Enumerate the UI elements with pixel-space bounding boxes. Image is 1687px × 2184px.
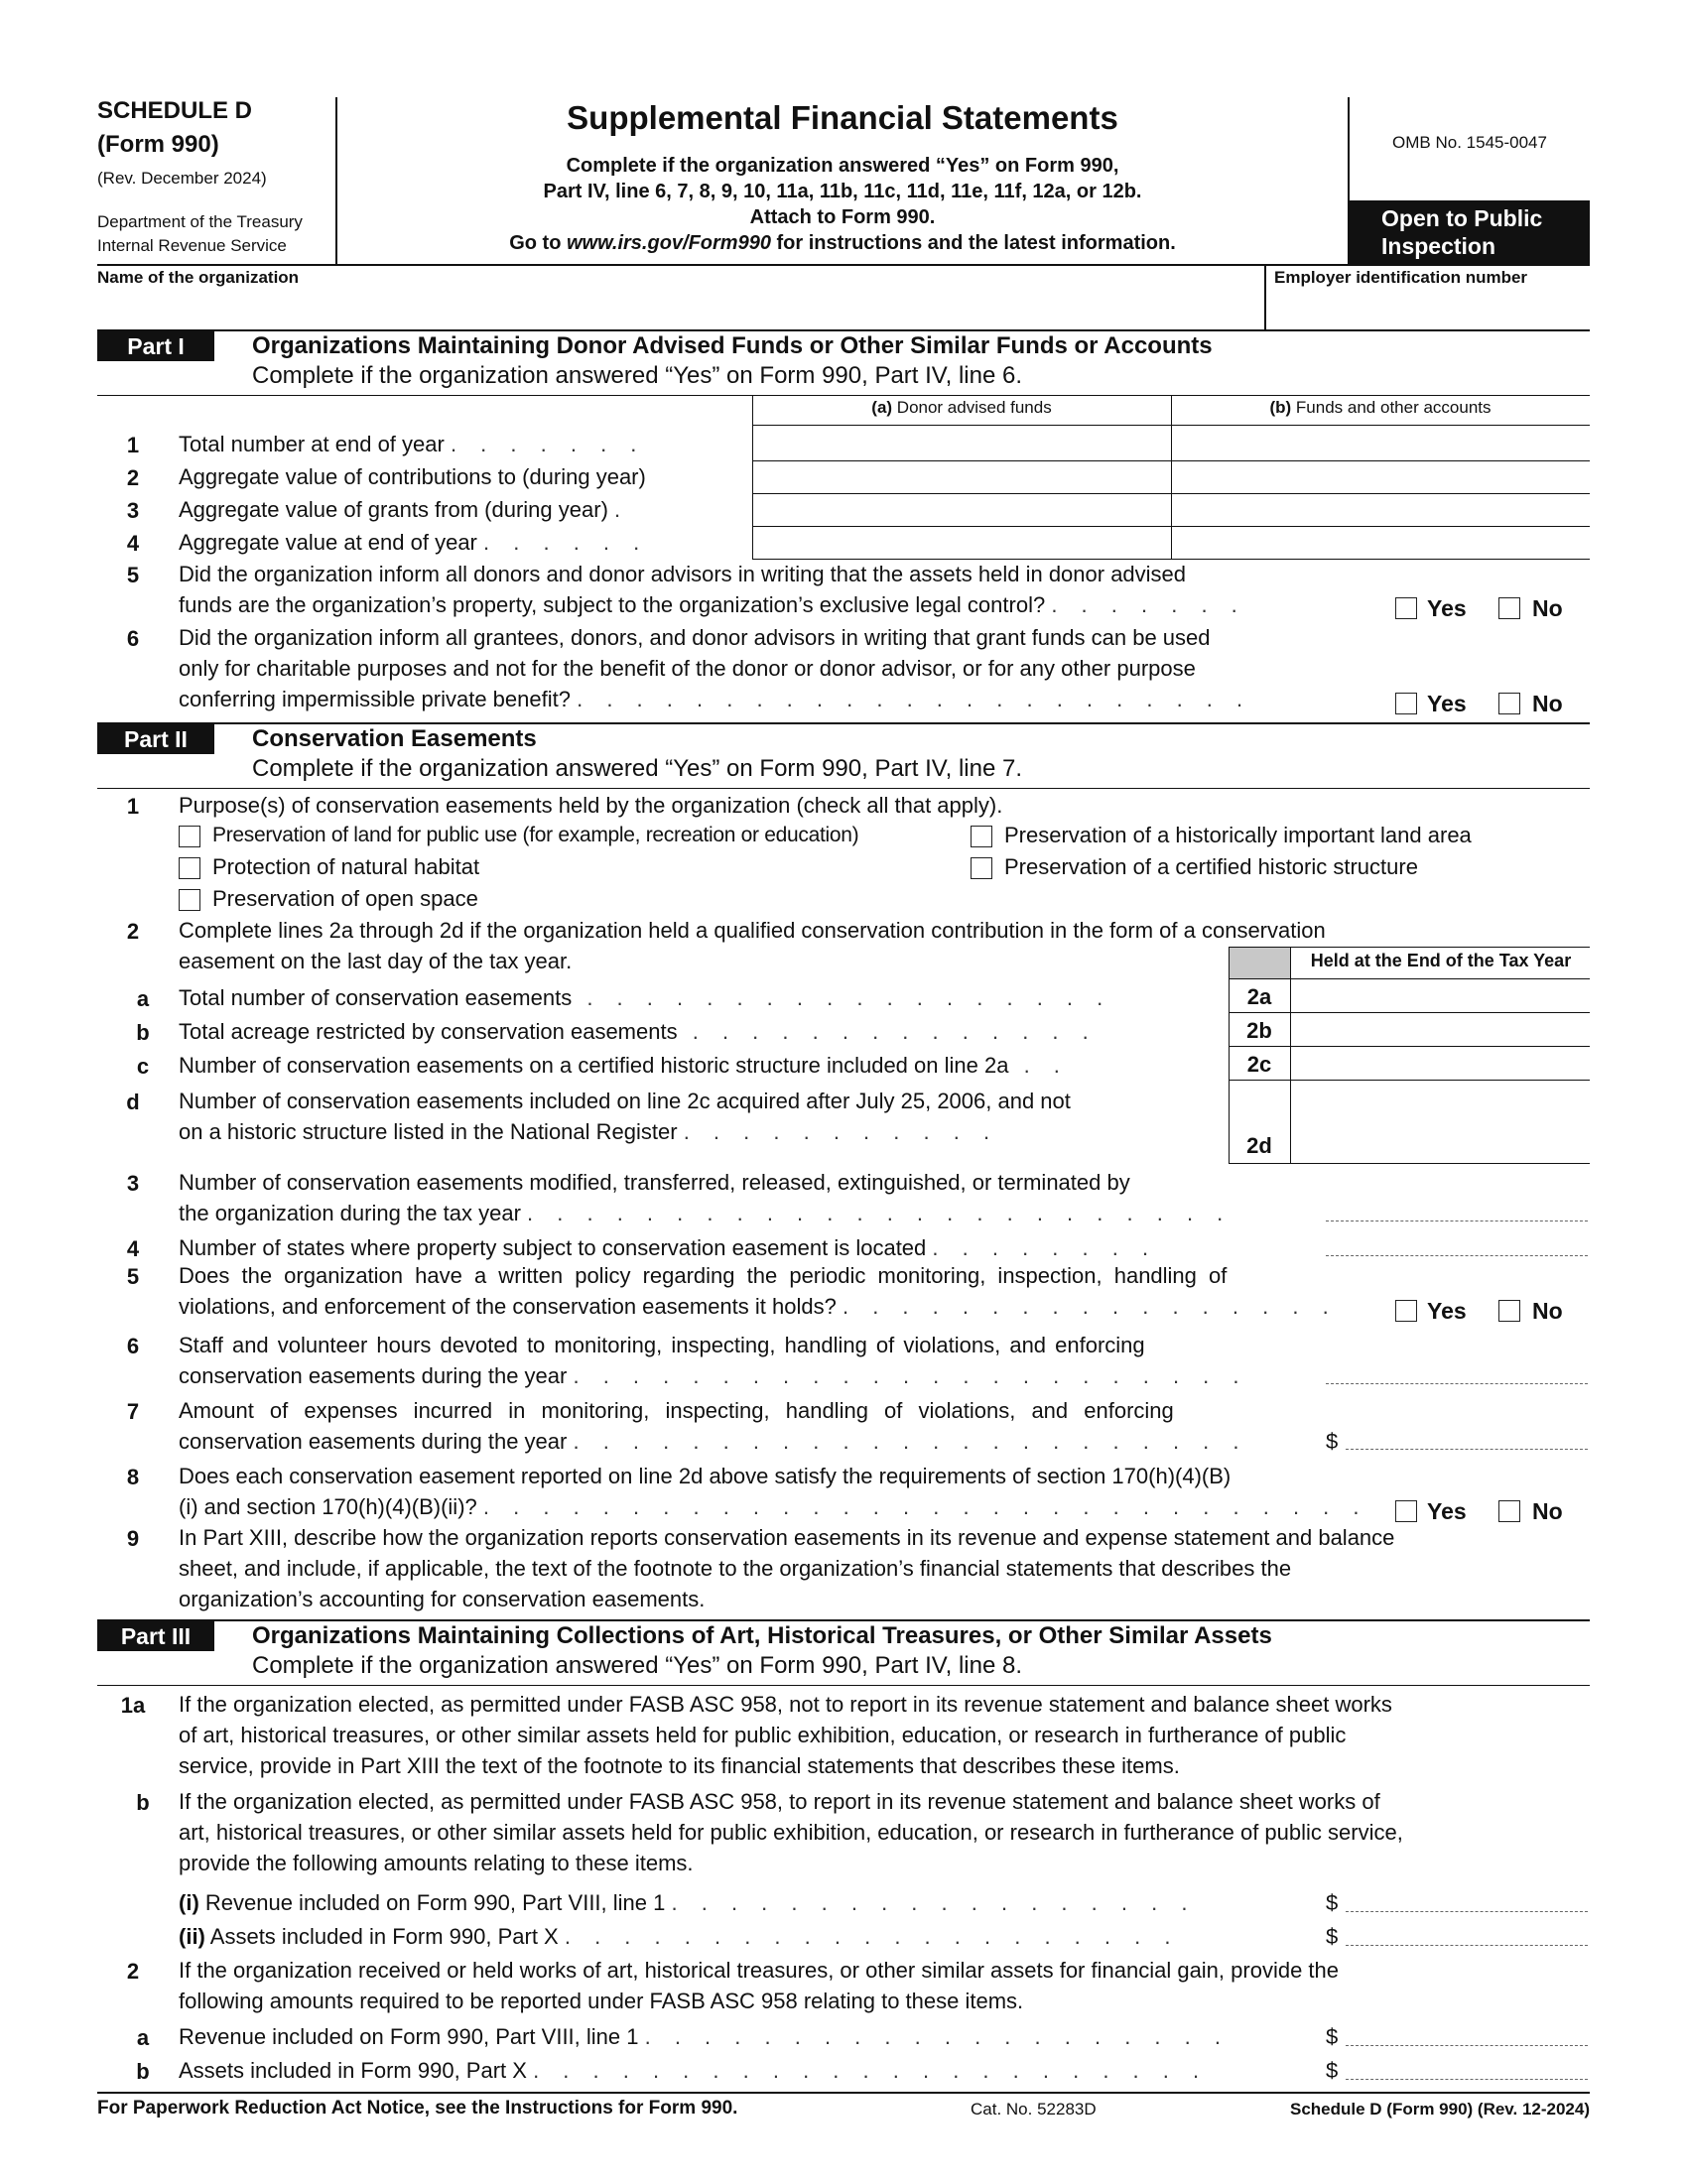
purpose-historic-structure-checkbox[interactable] bbox=[971, 857, 992, 879]
box-2d-label: 2d bbox=[1246, 1133, 1272, 1158]
p1-row-col-b-input[interactable] bbox=[1173, 492, 1588, 522]
p1-line-5-text-a: Did the organization inform all donors and donor advisors in writing that the assets held in donor advised bbox=[179, 562, 1187, 586]
part-1-subtitle: Complete if the organization answered “Yes” on Form 990, Part IV, line 6. bbox=[252, 362, 1022, 389]
p1-row-label: Aggregate value of grants from (during year) . bbox=[179, 497, 630, 522]
col-a-letter: (a) bbox=[871, 398, 893, 417]
p1-line-5-no-checkbox[interactable] bbox=[1498, 597, 1520, 619]
col-b-header bbox=[1171, 398, 1590, 418]
p1-line-6-yes-checkbox[interactable] bbox=[1395, 693, 1417, 714]
dollar-sign: $ bbox=[1326, 2024, 1339, 2049]
p2-line-3-text-b: the organization during the tax year . . . . . . . . . . . . . . . . . . . . . . . . bbox=[179, 1201, 1233, 1225]
p1-line-6-no-label: No bbox=[1532, 691, 1563, 716]
p2-line-5-yes-checkbox[interactable] bbox=[1395, 1300, 1417, 1322]
line-number: 3 bbox=[126, 498, 140, 523]
held-row-rule bbox=[1229, 1080, 1590, 1081]
footer-notice: For Paperwork Reduction Act Notice, see the Instructions for Form 990. bbox=[97, 2098, 738, 2119]
line-2b-input[interactable] bbox=[1346, 2079, 1588, 2080]
part-1-tag: Part I bbox=[97, 331, 214, 361]
held-table-top bbox=[1229, 947, 1590, 948]
p2-line-5-text-a: Does the organization have a written policy regarding the periodic monitoring, inspection, handling of bbox=[179, 1263, 1228, 1288]
p1-row-label bbox=[179, 461, 646, 492]
part-2-subtitle: Complete if the organization answered “Yes” on Form 990, Part IV, line 7. bbox=[252, 755, 1022, 782]
p3-line-1b-ii: (ii) Assets included in Form 990, Part X . . . . . . . . . . . . . . . . . . . . . bbox=[179, 1924, 1180, 1949]
p2-line-3-text-a: Number of conservation easements modified, transferred, released, extinguished, or terminated by bbox=[179, 1170, 1130, 1195]
p2-line-8-yes-label: Yes bbox=[1427, 1498, 1467, 1524]
p1-row-col-a-input[interactable] bbox=[754, 427, 1169, 456]
p1-row-col-b-input[interactable] bbox=[1173, 525, 1588, 555]
dollar-sign: $ bbox=[1326, 1890, 1339, 1915]
dollar-sign: $ bbox=[1326, 1429, 1339, 1454]
line-number: 2 bbox=[126, 1959, 140, 1984]
p3-line-1a-text-a: If the organization elected, as permitted under FASB ASC 958, not to report in its revenue statement and balance sheet works bbox=[179, 1692, 1392, 1717]
p2-subline-label: Number of conservation easements on a certified historic structure included on line 2a . . bbox=[179, 1053, 1069, 1078]
organization-name-field[interactable] bbox=[101, 292, 1260, 327]
purpose-historic-land-checkbox[interactable] bbox=[971, 826, 992, 847]
p3-line-2a-text: Revenue included on Form 990, Part VIII, line 1 . . . . . . . . . . . . . . . . . . . . bbox=[179, 2024, 1230, 2049]
purpose-habitat-label: Protection of natural habitat bbox=[212, 854, 480, 879]
p1-row-text: Aggregate value of grants from (during year) bbox=[179, 497, 608, 522]
held-table-header: Held at the End of the Tax Year bbox=[1310, 951, 1572, 970]
instruction-line-1: Complete if the organization answered “Yes” on Form 990, bbox=[566, 155, 1119, 177]
held-row-rule bbox=[1229, 1012, 1590, 1013]
p3-line-1b-ii-desc: Assets included in Form 990, Part X bbox=[204, 1924, 559, 1949]
held-row-rule bbox=[1229, 978, 1590, 979]
line-letter: a bbox=[136, 2025, 150, 2050]
p2-line-5-question: violations, and enforcement of the conservation easements it holds? bbox=[179, 1294, 837, 1319]
p3-line-1b-text-b: art, historical treasures, or other similar assets held for public exhibition, education, or research in furtherance of public service, bbox=[179, 1820, 1403, 1845]
p2-line-7-text-b: conservation easements during the year . . . . . . . . . . . . . . . . . . . . . . . bbox=[179, 1429, 1248, 1454]
p1-row-label: Aggregate value at end of year . . . . . . bbox=[179, 530, 649, 555]
catalog-number: Cat. No. 52283D bbox=[971, 2100, 1097, 2119]
p2-line-8-yes-checkbox[interactable] bbox=[1395, 1500, 1417, 1522]
p2-line-2d-text-a: Number of conservation easements included on line 2c acquired after July 25, 2006, and not bbox=[179, 1089, 1071, 1113]
p2-subline-label: Total number of conservation easements . . . . . . . . . . . . . . . . . . bbox=[179, 985, 1112, 1010]
p2-subline-text: Number of conservation easements on a certified historic structure included on line 2a bbox=[179, 1053, 1009, 1078]
open-to-public-text-1: Open to Public bbox=[1381, 205, 1543, 231]
p2-line-2-text-a: Complete lines 2a through 2d if the organization held a qualified conservation contribution in the form of a conservation bbox=[179, 918, 1326, 943]
ein-label: Employer identification number bbox=[1274, 268, 1528, 287]
p1-line-6-yes-label: Yes bbox=[1427, 691, 1467, 716]
p1-row-text: Aggregate value at end of year bbox=[179, 530, 477, 555]
line-box-label: 2a bbox=[1246, 984, 1272, 1009]
p2-line-9-text-a: In Part XIII, describe how the organization reports conservation easements in its revenue and expense statement and balance bbox=[179, 1525, 1395, 1550]
organization-name-label: Name of the organization bbox=[97, 268, 300, 287]
line-3-input[interactable] bbox=[1326, 1220, 1588, 1221]
p2-line-2-text-b: easement on the last day of the tax year. bbox=[179, 949, 573, 973]
schedule-label: SCHEDULE D bbox=[97, 97, 253, 124]
line-1b-ii-input[interactable] bbox=[1346, 1945, 1588, 1946]
line-number: 9 bbox=[126, 1526, 140, 1551]
instruction-suffix: for instructions and the latest information. bbox=[770, 232, 1176, 254]
roman-i: (i) bbox=[179, 1890, 199, 1915]
col-a-header bbox=[752, 398, 1171, 418]
instruction-line-2: Part IV, line 6, 7, 8, 9, 10, 11a, 11b, 11c, 11d, 11e, 11f, 12a, or 12b. bbox=[543, 181, 1142, 202]
p2-line-1-text: Purpose(s) of conservation easements held by the organization (check all that apply). bbox=[179, 793, 1003, 818]
instruction-prefix: Go to bbox=[509, 232, 567, 254]
open-to-public-text-2: Inspection bbox=[1381, 233, 1496, 259]
line-2d-input[interactable] bbox=[1292, 1082, 1588, 1161]
p2-line-3-desc: the organization during the tax year bbox=[179, 1201, 521, 1225]
p2-subline-input[interactable] bbox=[1292, 980, 1588, 1010]
ein-divider bbox=[1264, 266, 1266, 329]
p1-row-col-b-input[interactable] bbox=[1173, 459, 1588, 489]
ein-field[interactable] bbox=[1274, 292, 1588, 327]
p2-line-5-no-checkbox[interactable] bbox=[1498, 1300, 1520, 1322]
p2-line-7-desc: conservation easements during the year bbox=[179, 1429, 568, 1454]
line-number: 1 bbox=[126, 794, 140, 819]
part-1-title: Organizations Maintaining Donor Advised Funds or Other Similar Funds or Accounts bbox=[252, 332, 1213, 359]
line-1b-i-input[interactable] bbox=[1346, 1911, 1588, 1912]
p2-line-8-question: (i) and section 170(h)(4)(B)(ii)? bbox=[179, 1494, 477, 1519]
line-letter: b bbox=[136, 1790, 150, 1815]
held-row-rule bbox=[1229, 1046, 1590, 1047]
p1-line-6-text-b: only for charitable purposes and not for the benefit of the donor or donor advisor, or for any other purpose bbox=[179, 656, 1196, 681]
p1-line-5-yes-checkbox[interactable] bbox=[1395, 597, 1417, 619]
line-number: 4 bbox=[126, 1236, 140, 1261]
p3-line-1b-text-c: provide the following amounts relating to these items. bbox=[179, 1851, 694, 1875]
line-number: 3 bbox=[126, 1171, 140, 1196]
dollar-sign: $ bbox=[1326, 1924, 1339, 1949]
line-2a-input[interactable] bbox=[1346, 2045, 1588, 2046]
part-3-tag: Part III bbox=[97, 1621, 214, 1651]
p2-line-5-text-b: violations, and enforcement of the conservation easements it holds? . . . . . . . . . . . . . . . . . bbox=[179, 1294, 1338, 1319]
line-box-label: 2b bbox=[1246, 1018, 1272, 1043]
p2-line-4-desc: Number of states where property subject to conservation easement is located bbox=[179, 1235, 927, 1260]
p2-line-8-text-b: (i) and section 170(h)(4)(B)(ii)? . . . . . . . . . . . . . . . . . . . . . . . . . . . . . . bbox=[179, 1494, 1368, 1519]
p1-row-text: Aggregate value of contributions to (during year) bbox=[179, 464, 646, 489]
line-4-input[interactable] bbox=[1326, 1255, 1588, 1256]
p3-line-2a-desc: Revenue included on Form 990, Part VIII, line 1 bbox=[179, 2024, 639, 2049]
line-number: 6 bbox=[126, 1334, 140, 1358]
line-6-input[interactable] bbox=[1326, 1383, 1588, 1384]
footer-form-id: Schedule D (Form 990) (Rev. 12-2024) bbox=[1289, 2100, 1590, 2119]
p2-line-5-no-label: No bbox=[1532, 1298, 1563, 1324]
p2-line-6-desc: conservation easements during the year bbox=[179, 1363, 568, 1388]
line-letter: b bbox=[136, 2059, 150, 2084]
purpose-historic-structure-label: Preservation of a certified historic structure bbox=[1004, 854, 1418, 879]
p2-line-5-yes-label: Yes bbox=[1427, 1298, 1467, 1324]
line-number: 5 bbox=[126, 563, 140, 587]
irs-link[interactable]: www.irs.gov/Form990 bbox=[566, 232, 771, 254]
p1-line-5-question: funds are the organization’s property, subject to the organization’s exclusive legal control? bbox=[179, 592, 1046, 617]
p1-row-col-a-input[interactable] bbox=[754, 492, 1169, 522]
p1-line-6-no-checkbox[interactable] bbox=[1498, 693, 1520, 714]
line-letter: a bbox=[136, 986, 150, 1011]
p2-line-2d-text-b: on a historic structure listed in the National Register . . . . . . . . . . . bbox=[179, 1119, 999, 1144]
p3-line-2-text-a: If the organization received or held works of art, historical treasures, or other similar assets for financial gain, provide the bbox=[179, 1958, 1339, 1983]
p2-subline-text: Total number of conservation easements bbox=[179, 985, 573, 1010]
line-number: 8 bbox=[126, 1465, 140, 1489]
held-row-rule bbox=[1229, 1163, 1590, 1164]
p1-row-col-a-input[interactable] bbox=[754, 459, 1169, 489]
p2-subline-input[interactable] bbox=[1292, 1048, 1588, 1078]
col-header-rule bbox=[752, 425, 1590, 426]
p1-line-6-question: conferring impermissible private benefit? bbox=[179, 687, 571, 711]
line-number: 5 bbox=[126, 1264, 140, 1289]
col-a-label: Donor advised funds bbox=[892, 398, 1052, 417]
part-2-sub-rule bbox=[97, 788, 1590, 789]
line-letter: d bbox=[126, 1090, 140, 1114]
p2-line-6-text-a: Staff and volunteer hours devoted to monitoring, inspecting, handling of violations, and enforcing bbox=[179, 1333, 1145, 1357]
p1-row-col-a-input[interactable] bbox=[754, 525, 1169, 555]
department-label: Department of the Treasury bbox=[97, 212, 303, 231]
header-rule bbox=[97, 264, 1590, 266]
p1-row-text: Total number at end of year bbox=[179, 432, 445, 456]
p2-line-7-text-a: Amount of expenses incurred in monitoring, inspecting, handling of violations, and enforcing bbox=[179, 1398, 1174, 1423]
purpose-public-use-checkbox[interactable] bbox=[179, 826, 200, 847]
p3-line-2-text-b: following amounts required to be reported under FASB ASC 958 relating to these items. bbox=[179, 1989, 1024, 2013]
part-2-tag: Part II bbox=[97, 724, 214, 754]
p3-line-1a-text-b: of art, historical treasures, or other similar assets held for public exhibition, education, or research in furtherance of public bbox=[179, 1723, 1347, 1747]
p1-line-6-text-c: conferring impermissible private benefit? . . . . . . . . . . . . . . . . . . . . . . . bbox=[179, 687, 1252, 711]
p2-line-8-no-label: No bbox=[1532, 1498, 1563, 1524]
agency-label: Internal Revenue Service bbox=[97, 236, 287, 255]
p3-line-1b-i: (i) Revenue included on Form 990, Part VIII, line 1 . . . . . . . . . . . . . . . . . . bbox=[179, 1890, 1197, 1915]
p2-subline-label: Total acreage restricted by conservation easements . . . . . . . . . . . . . . bbox=[179, 1019, 1098, 1044]
p2-line-2d-desc: on a historic structure listed in the National Register bbox=[179, 1119, 678, 1144]
p1-line-5-yes-label: Yes bbox=[1427, 595, 1467, 621]
revision-date: (Rev. December 2024) bbox=[97, 169, 267, 188]
col-b-letter: (b) bbox=[1269, 398, 1292, 417]
footer-rule bbox=[97, 2092, 1590, 2094]
form-title: Supplemental Financial Statements bbox=[567, 99, 1118, 136]
p2-line-4-text: Number of states where property subject to conservation easement is located . . . . . . . . bbox=[179, 1235, 1158, 1260]
p1-line-5-text-b: funds are the organization’s property, subject to the organization’s exclusive legal control? . . . . . . . bbox=[179, 592, 1246, 617]
line-letter: b bbox=[136, 1020, 150, 1045]
purpose-open-space-label: Preservation of open space bbox=[212, 886, 478, 911]
line-7-input[interactable] bbox=[1346, 1449, 1588, 1450]
part-3-sub-rule bbox=[97, 1685, 1590, 1686]
line-number: 1a bbox=[120, 1693, 146, 1718]
held-table-shaded-cell bbox=[1229, 947, 1290, 978]
p2-subline-text: Total acreage restricted by conservation easements bbox=[179, 1019, 678, 1044]
p2-line-9-text-c: organization’s accounting for conservation easements. bbox=[179, 1587, 706, 1611]
p3-line-2b-text: Assets included in Form 990, Part X . . . . . . . . . . . . . . . . . . . . . . . bbox=[179, 2058, 1209, 2083]
p2-line-8-text-a: Does each conservation easement reported on line 2d above satisfy the requirements of section 170(h)(4)(B) bbox=[179, 1464, 1232, 1488]
part-2-title: Conservation Easements bbox=[252, 725, 537, 752]
p2-subline-input[interactable] bbox=[1292, 1014, 1588, 1044]
col-b-left-border bbox=[1171, 395, 1172, 560]
p2-line-8-no-checkbox[interactable] bbox=[1498, 1500, 1520, 1522]
form-label: (Form 990) bbox=[97, 131, 219, 158]
purpose-historic-land-label: Preservation of a historically important land area bbox=[1004, 823, 1472, 847]
roman-ii: (ii) bbox=[179, 1924, 205, 1949]
p3-line-1a-text-c: service, provide in Part XIII the text of the footnote to its financial statements that describes these items. bbox=[179, 1753, 1180, 1778]
col-b-label: Funds and other accounts bbox=[1291, 398, 1492, 417]
instruction-line-4 bbox=[337, 232, 1348, 255]
col-a-left-border bbox=[752, 395, 753, 560]
dollar-sign: $ bbox=[1326, 2058, 1339, 2083]
p2-line-9-text-b: sheet, and include, if applicable, the text of the footnote to the organization’s financial statements that describes the bbox=[179, 1556, 1292, 1581]
purpose-public-use-label: Preservation of land for public use (for example, recreation or education) bbox=[212, 824, 859, 846]
line-number: 1 bbox=[126, 433, 140, 457]
p3-line-1b-i-desc: Revenue included on Form 990, Part VIII, line 1 bbox=[198, 1890, 666, 1915]
part-1-table-top bbox=[97, 395, 1590, 396]
line-number: 7 bbox=[126, 1399, 140, 1424]
p3-line-1b-text-a: If the organization elected, as permitted under FASB ASC 958, to report in its revenue statement and balance sheet works of bbox=[179, 1789, 1380, 1814]
p1-row-col-b-input[interactable] bbox=[1173, 427, 1588, 456]
part-3-title: Organizations Maintaining Collections of Art, Historical Treasures, or Other Similar Assets bbox=[252, 1622, 1272, 1649]
omb-number: OMB No. 1545-0047 bbox=[1392, 133, 1547, 152]
p1-row-label: Total number at end of year . . . . . . . bbox=[179, 432, 646, 456]
purpose-open-space-checkbox[interactable] bbox=[179, 889, 200, 911]
line-number: 4 bbox=[126, 531, 140, 556]
line-number: 2 bbox=[126, 465, 140, 490]
instruction-line-3: Attach to Form 990. bbox=[749, 206, 936, 228]
open-to-public-badge bbox=[1350, 200, 1590, 264]
line-box-label: 2c bbox=[1246, 1052, 1272, 1077]
p1-line-6-text-a: Did the organization inform all grantees, donors, and donor advisors in writing that grant funds can be used bbox=[179, 625, 1211, 650]
part-3-subtitle: Complete if the organization answered “Yes” on Form 990, Part IV, line 8. bbox=[252, 1652, 1022, 1679]
line-letter: c bbox=[136, 1054, 150, 1079]
purpose-habitat-checkbox[interactable] bbox=[179, 857, 200, 879]
p1-line-5-no-label: No bbox=[1532, 595, 1563, 621]
p2-line-6-text-b: conservation easements during the year . . . . . . . . . . . . . . . . . . . . . . . bbox=[179, 1363, 1248, 1388]
line-number: 2 bbox=[126, 919, 140, 944]
line-number: 6 bbox=[126, 626, 140, 651]
p3-line-2b-desc: Assets included in Form 990, Part X bbox=[179, 2058, 527, 2083]
